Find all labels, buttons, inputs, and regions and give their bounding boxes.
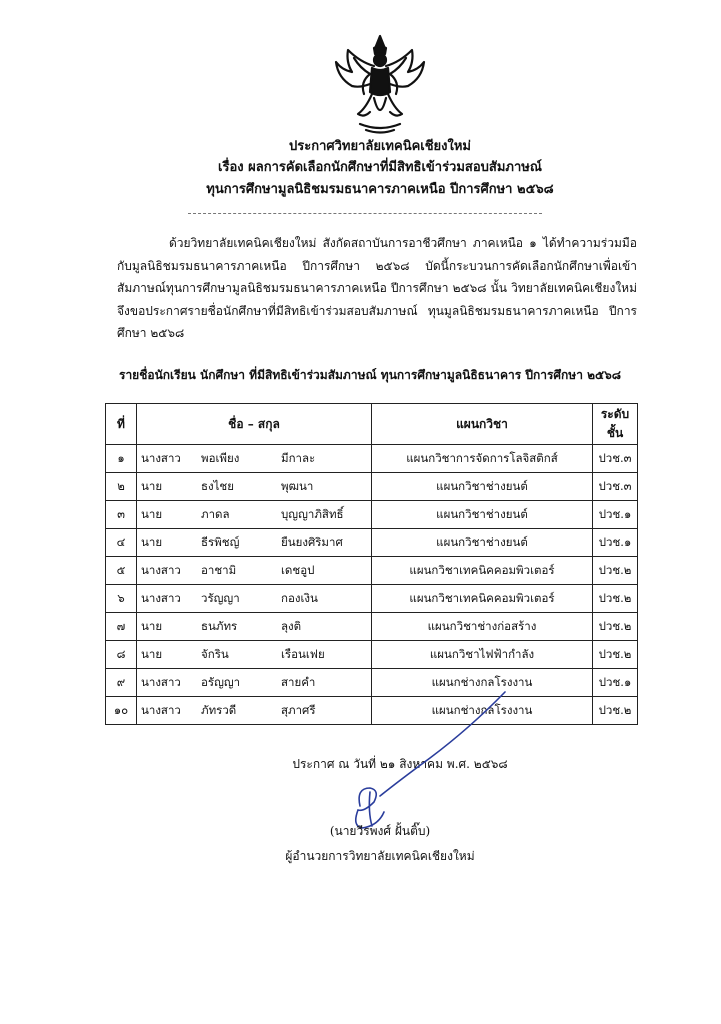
signer-position: ผู้อำนวยการวิทยาลัยเทคนิคเชียงใหม่ — [285, 849, 475, 863]
header-dept: แผนกวิชา — [372, 404, 593, 445]
table-row — [106, 473, 638, 501]
row-no: ๑ — [106, 445, 137, 473]
row-last-name: สายคำ — [277, 669, 372, 697]
row-no: ๗ — [106, 613, 137, 641]
announcement-title: ประกาศวิทยาลัยเทคนิคเชียงใหม่ — [288, 139, 472, 154]
row-no: ๘ — [106, 641, 137, 669]
row-dept: แผนกวิชาเทคนิคคอมพิวเตอร์ — [372, 585, 593, 613]
row-level: ปวช.๓ — [593, 473, 638, 501]
row-prefix: นาย — [137, 473, 198, 501]
row-dept: แผนกวิชาการจัดการโลจิสติกส์ — [372, 445, 593, 473]
row-first-name: พอเพียง — [197, 445, 277, 473]
table-row — [106, 445, 638, 473]
row-level: ปวช.๒ — [593, 641, 638, 669]
row-level: ปวช.๒ — [593, 585, 638, 613]
row-first-name: อาชามิ — [197, 557, 277, 585]
header-level: ระดับชั้น — [593, 404, 638, 445]
row-no: ๙ — [106, 669, 137, 697]
table-row — [106, 641, 638, 669]
row-last-name: กองเงิน — [277, 585, 372, 613]
header-no: ที่ — [106, 404, 137, 445]
row-no: ๔ — [106, 529, 137, 557]
row-no: ๕ — [106, 557, 137, 585]
row-prefix: นางสาว — [137, 697, 198, 725]
row-level: ปวช.๓ — [593, 445, 638, 473]
row-dept: แผนกวิชาช่างยนต์ — [372, 473, 593, 501]
table-row — [106, 529, 638, 557]
row-last-name: มีกาละ — [277, 445, 372, 473]
row-level: ปวช.๑ — [593, 669, 638, 697]
row-prefix: นางสาว — [137, 557, 198, 585]
row-prefix: นาย — [137, 529, 198, 557]
row-first-name: ภัทรวดี — [197, 697, 277, 725]
announcement-scholarship: ทุนการศึกษามูลนิธิชมรมธนาคารภาคเหนือ ปีการศึกษา ๒๕๖๘ — [206, 182, 554, 197]
announcement-subject: เรื่อง ผลการคัดเลือกนักศึกษาที่มีสิทธิเข้าร่วมสอบสัมภาษณ์ — [218, 160, 542, 175]
row-dept: แผนกวิชาช่างยนต์ — [372, 529, 593, 557]
row-level: ปวช.๒ — [593, 557, 638, 585]
garuda-emblem-icon — [330, 32, 430, 136]
row-first-name: ธนภัทร — [197, 613, 277, 641]
row-dept: แผนกวิชาเทคนิคคอมพิวเตอร์ — [372, 557, 593, 585]
row-no: ๒ — [106, 473, 137, 501]
row-dept: แผนกช่างกลโรงงาน — [372, 669, 593, 697]
announce-date: ประกาศ ณ วันที่ ๒๑ สิงหาคม พ.ศ. ๒๕๖๘ — [292, 757, 508, 771]
row-dept: แผนกวิชาช่างยนต์ — [372, 501, 593, 529]
row-first-name: ธีรพิชญ์ — [197, 529, 277, 557]
row-level: ปวช.๒ — [593, 613, 638, 641]
row-level: ปวช.๒ — [593, 697, 638, 725]
row-prefix: นาย — [137, 613, 198, 641]
row-prefix: นางสาว — [137, 445, 198, 473]
table-row — [106, 501, 638, 529]
table-header-row — [106, 404, 638, 445]
row-no: ๖ — [106, 585, 137, 613]
row-prefix: นางสาว — [137, 585, 198, 613]
table-row — [106, 585, 638, 613]
body-paragraph — [117, 232, 637, 345]
row-dept: แผนกวิชาช่างก่อสร้าง — [372, 613, 593, 641]
table-row — [106, 613, 638, 641]
row-prefix: นาย — [137, 641, 198, 669]
row-last-name: ลุงติ — [277, 613, 372, 641]
row-dept: แผนกวิชาไฟฟ้ากำลัง — [372, 641, 593, 669]
candidate-table — [105, 403, 638, 725]
row-first-name: อรัญญา — [197, 669, 277, 697]
list-heading: รายชื่อนักเรียน นักศึกษา ที่มีสิทธิเข้าร่วมสัมภาษณ์ ทุนการศึกษามูลนิธิธนาคาร ปีการศึกษา ๒๕๖๘ — [119, 368, 621, 382]
row-dept: แผนกช่างกลโรงงาน — [372, 697, 593, 725]
row-no: ๑๐ — [106, 697, 137, 725]
header-divider — [188, 213, 542, 214]
row-no: ๓ — [106, 501, 137, 529]
row-level: ปวช.๑ — [593, 529, 638, 557]
row-prefix: นาย — [137, 501, 198, 529]
row-last-name: เดชอูป — [277, 557, 372, 585]
row-last-name: ยืนยงศิริมาศ — [277, 529, 372, 557]
row-last-name: พุฒนา — [277, 473, 372, 501]
table-row — [106, 557, 638, 585]
row-last-name: สุภาศรี — [277, 697, 372, 725]
signature-icon — [300, 688, 540, 838]
row-first-name: ภาดล — [197, 501, 277, 529]
row-last-name: เรือนเฟย — [277, 641, 372, 669]
body-paragraph-text: ด้วยวิทยาลัยเทคนิคเชียงใหม่ สังกัดสถาบันการอาชีวศึกษา ภาคเหนือ ๑ ได้ทำความร่วมมือกับมูลนิธิชมรมธนาคารภาคเหนือ ปีการศึกษา ๒๕๖๘ บัดนี้กระบวนการคัดเลือกนักศึกษาเพื่อเข้าสัมภาษณ์ทุนการศึกษามูลนิธิชมรมธนาคารภาคเหนือ ปีการศึกษา ๒๕๖๘ นั้น วิทยาลัยเทคนิคเชียงใหม่จึงขอประกาศรายชื่อนักศึกษาที่มีสิทธิเข้าร่วมสอบสัมภาษณ์ ทุนมูลนิธิชมรมธนาคารภาคเหนือ ปีการศึกษา ๒๕๖๘ — [117, 236, 637, 340]
row-first-name: ธงไชย — [197, 473, 277, 501]
row-first-name: จักริน — [197, 641, 277, 669]
signer-name: (นายวีรพงศ์ ฝั้นติ๊บ) — [329, 824, 431, 838]
row-level: ปวช.๑ — [593, 501, 638, 529]
row-last-name: บุญญาภิสิทธิ์ — [277, 501, 372, 529]
row-prefix: นางสาว — [137, 669, 198, 697]
row-first-name: วรัญญา — [197, 585, 277, 613]
header-name: ชื่อ – สกุล — [137, 404, 372, 445]
